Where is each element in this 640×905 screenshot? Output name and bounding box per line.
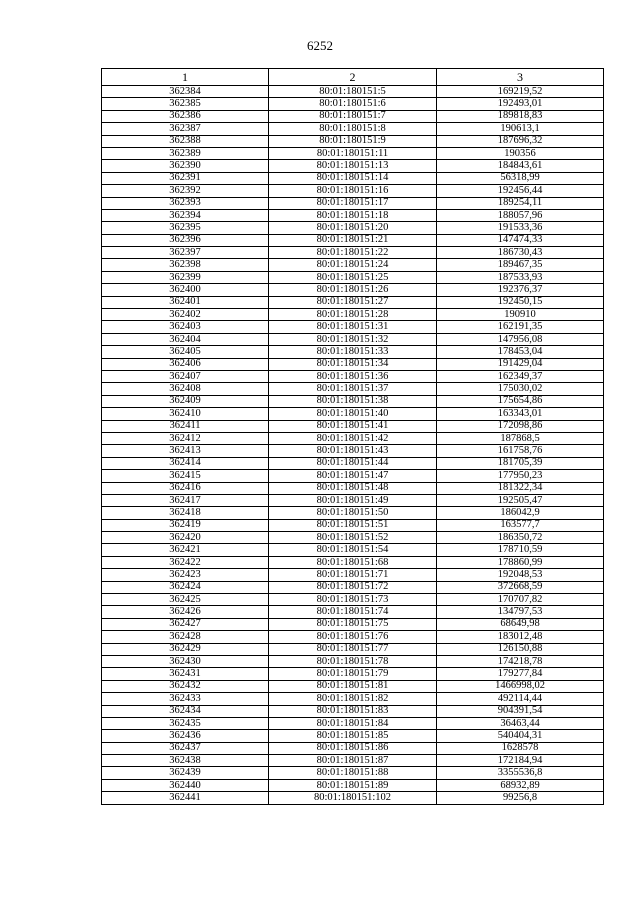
table-row — [102, 110, 604, 122]
row-number-cell: 362402 — [102, 309, 269, 321]
value-cell: 175654,86 — [437, 395, 604, 407]
row-number-cell: 362406 — [102, 358, 269, 370]
value-cell: 178710,59 — [437, 544, 604, 556]
table-row — [102, 470, 604, 482]
table-row — [102, 395, 604, 407]
value-cell: 192505,47 — [437, 494, 604, 506]
cadastral-number-cell: 80:01:180151:78 — [269, 655, 437, 667]
cadastral-number-cell: 80:01:180151:27 — [269, 296, 437, 308]
row-number-cell: 362413 — [102, 445, 269, 457]
table-row — [102, 655, 604, 667]
value-cell: 163343,01 — [437, 408, 604, 420]
table-row — [102, 185, 604, 197]
row-number-cell: 362422 — [102, 556, 269, 568]
row-number-cell: 362398 — [102, 259, 269, 271]
row-number-cell: 362396 — [102, 234, 269, 246]
table-row — [102, 271, 604, 283]
cadastral-number-cell: 80:01:180151:85 — [269, 730, 437, 742]
table-row — [102, 482, 604, 494]
value-cell: 99256,8 — [437, 792, 604, 804]
value-cell: 540404,31 — [437, 730, 604, 742]
row-number-cell: 362429 — [102, 643, 269, 655]
row-number-cell: 362417 — [102, 494, 269, 506]
cadastral-number-cell: 80:01:180151:31 — [269, 321, 437, 333]
cadastral-number-cell: 80:01:180151:11 — [269, 147, 437, 159]
row-number-cell: 362412 — [102, 432, 269, 444]
column-header-3: 3 — [437, 69, 604, 86]
table-row — [102, 309, 604, 321]
value-cell: 178860,99 — [437, 556, 604, 568]
value-cell: 126150,88 — [437, 643, 604, 655]
table-row — [102, 234, 604, 246]
row-number-cell: 362410 — [102, 408, 269, 420]
row-number-cell: 362392 — [102, 185, 269, 197]
table-row — [102, 321, 604, 333]
cadastral-number-cell: 80:01:180151:26 — [269, 284, 437, 296]
table-row — [102, 259, 604, 271]
value-cell: 190910 — [437, 309, 604, 321]
cadastral-number-cell: 80:01:180151:24 — [269, 259, 437, 271]
table-row — [102, 618, 604, 630]
row-number-cell: 362425 — [102, 594, 269, 606]
row-number-cell: 362403 — [102, 321, 269, 333]
row-number-cell: 362430 — [102, 655, 269, 667]
value-cell: 192493,01 — [437, 98, 604, 110]
cadastral-number-cell: 80:01:180151:34 — [269, 358, 437, 370]
table-header-row — [102, 69, 604, 86]
value-cell: 177950,23 — [437, 470, 604, 482]
row-number-cell: 362418 — [102, 507, 269, 519]
value-cell: 68649,98 — [437, 618, 604, 630]
table-row — [102, 457, 604, 469]
table-row — [102, 358, 604, 370]
cadastral-number-cell: 80:01:180151:81 — [269, 680, 437, 692]
cadastral-number-cell: 80:01:180151:22 — [269, 247, 437, 259]
table-row — [102, 779, 604, 791]
table-row — [102, 606, 604, 618]
cadastral-number-cell: 80:01:180151:9 — [269, 135, 437, 147]
value-cell: 134797,53 — [437, 606, 604, 618]
row-number-cell: 362385 — [102, 98, 269, 110]
table-row — [102, 705, 604, 717]
page-number: 6252 — [307, 38, 333, 53]
table-row — [102, 420, 604, 432]
value-cell: 192456,44 — [437, 185, 604, 197]
cadastral-number-cell: 80:01:180151:14 — [269, 172, 437, 184]
cadastral-number-cell: 80:01:180151:68 — [269, 556, 437, 568]
row-number-cell: 362414 — [102, 457, 269, 469]
table-row — [102, 680, 604, 692]
row-number-cell: 362437 — [102, 742, 269, 754]
table-row — [102, 556, 604, 568]
row-number-cell: 362386 — [102, 110, 269, 122]
value-cell: 186350,72 — [437, 532, 604, 544]
table-row — [102, 730, 604, 742]
value-cell: 187696,32 — [437, 135, 604, 147]
value-cell: 192450,15 — [437, 296, 604, 308]
table-row — [102, 569, 604, 581]
cadastral-number-cell: 80:01:180151:44 — [269, 457, 437, 469]
value-cell: 172098,86 — [437, 420, 604, 432]
table-row — [102, 98, 604, 110]
table-row — [102, 581, 604, 593]
value-cell: 181322,34 — [437, 482, 604, 494]
row-number-cell: 362439 — [102, 767, 269, 779]
cadastral-number-cell: 80:01:180151:8 — [269, 123, 437, 135]
value-cell: 172184,94 — [437, 755, 604, 767]
cadastral-number-cell: 80:01:180151:75 — [269, 618, 437, 630]
cadastral-number-cell: 80:01:180151:83 — [269, 705, 437, 717]
row-number-cell: 362389 — [102, 147, 269, 159]
table-row — [102, 643, 604, 655]
row-number-cell: 362388 — [102, 135, 269, 147]
value-cell: 187868,5 — [437, 432, 604, 444]
cadastral-number-cell: 80:01:180151:82 — [269, 693, 437, 705]
table-row — [102, 494, 604, 506]
row-number-cell: 362394 — [102, 209, 269, 221]
value-cell: 184843,61 — [437, 160, 604, 172]
table-row — [102, 742, 604, 754]
cadastral-number-cell: 80:01:180151:48 — [269, 482, 437, 494]
row-number-cell: 362393 — [102, 197, 269, 209]
table-row — [102, 209, 604, 221]
value-cell: 174218,78 — [437, 655, 604, 667]
table-row — [102, 668, 604, 680]
value-cell: 189818,83 — [437, 110, 604, 122]
table-row — [102, 247, 604, 259]
column-header-1: 1 — [102, 69, 269, 86]
row-number-cell: 362419 — [102, 519, 269, 531]
table-row — [102, 767, 604, 779]
cadastral-number-cell: 80:01:180151:13 — [269, 160, 437, 172]
cadastral-number-cell: 80:01:180151:72 — [269, 581, 437, 593]
cadastral-number-cell: 80:01:180151:43 — [269, 445, 437, 457]
cadastral-number-cell: 80:01:180151:74 — [269, 606, 437, 618]
row-number-cell: 362390 — [102, 160, 269, 172]
cadastral-number-cell: 80:01:180151:87 — [269, 755, 437, 767]
cadastral-number-cell: 80:01:180151:41 — [269, 420, 437, 432]
table-row — [102, 594, 604, 606]
value-cell: 186042,9 — [437, 507, 604, 519]
cadastral-number-cell: 80:01:180151:16 — [269, 185, 437, 197]
cadastral-number-cell: 80:01:180151:6 — [269, 98, 437, 110]
cadastral-number-cell: 80:01:180151:84 — [269, 717, 437, 729]
data-table — [101, 68, 604, 805]
cadastral-number-cell: 80:01:180151:42 — [269, 432, 437, 444]
value-cell: 189254,11 — [437, 197, 604, 209]
row-number-cell: 362404 — [102, 333, 269, 345]
value-cell: 162191,35 — [437, 321, 604, 333]
table-row — [102, 519, 604, 531]
row-number-cell: 362438 — [102, 755, 269, 767]
row-number-cell: 362399 — [102, 271, 269, 283]
row-number-cell: 362440 — [102, 779, 269, 791]
cadastral-number-cell: 80:01:180151:33 — [269, 346, 437, 358]
table-row — [102, 445, 604, 457]
row-number-cell: 362424 — [102, 581, 269, 593]
cadastral-number-cell: 80:01:180151:17 — [269, 197, 437, 209]
row-number-cell: 362415 — [102, 470, 269, 482]
table-body — [102, 86, 604, 805]
table-row — [102, 532, 604, 544]
table-row — [102, 408, 604, 420]
cadastral-number-cell: 80:01:180151:77 — [269, 643, 437, 655]
cadastral-number-cell: 80:01:180151:49 — [269, 494, 437, 506]
value-cell: 56318,99 — [437, 172, 604, 184]
cadastral-number-cell: 80:01:180151:50 — [269, 507, 437, 519]
value-cell: 147956,08 — [437, 333, 604, 345]
cadastral-number-cell: 80:01:180151:54 — [269, 544, 437, 556]
table-row — [102, 172, 604, 184]
cadastral-number-cell: 80:01:180151:25 — [269, 271, 437, 283]
row-number-cell: 362411 — [102, 420, 269, 432]
value-cell: 186730,43 — [437, 247, 604, 259]
cadastral-number-cell: 80:01:180151:79 — [269, 668, 437, 680]
column-header-2: 2 — [269, 69, 437, 86]
value-cell: 175030,02 — [437, 383, 604, 395]
table-row — [102, 370, 604, 382]
value-cell: 190356 — [437, 147, 604, 159]
cadastral-number-cell: 80:01:180151:51 — [269, 519, 437, 531]
value-cell: 36463,44 — [437, 717, 604, 729]
row-number-cell: 362441 — [102, 792, 269, 804]
row-number-cell: 362397 — [102, 247, 269, 259]
row-number-cell: 362408 — [102, 383, 269, 395]
cadastral-number-cell: 80:01:180151:52 — [269, 532, 437, 544]
cadastral-number-cell: 80:01:180151:5 — [269, 86, 437, 98]
table-row — [102, 717, 604, 729]
row-number-cell: 362431 — [102, 668, 269, 680]
row-number-cell: 362395 — [102, 222, 269, 234]
table-row — [102, 86, 604, 98]
cadastral-number-cell: 80:01:180151:88 — [269, 767, 437, 779]
table-row — [102, 284, 604, 296]
cadastral-number-cell: 80:01:180151:32 — [269, 333, 437, 345]
value-cell: 162349,37 — [437, 370, 604, 382]
value-cell: 183012,48 — [437, 631, 604, 643]
value-cell: 161758,76 — [437, 445, 604, 457]
cadastral-number-cell: 80:01:180151:89 — [269, 779, 437, 791]
row-number-cell: 362432 — [102, 680, 269, 692]
row-number-cell: 362423 — [102, 569, 269, 581]
row-number-cell: 362434 — [102, 705, 269, 717]
value-cell: 147474,33 — [437, 234, 604, 246]
table-row — [102, 755, 604, 767]
value-cell: 492114,44 — [437, 693, 604, 705]
row-number-cell: 362407 — [102, 370, 269, 382]
value-cell: 179277,84 — [437, 668, 604, 680]
cadastral-number-cell: 80:01:180151:76 — [269, 631, 437, 643]
table-row — [102, 135, 604, 147]
value-cell: 191429,04 — [437, 358, 604, 370]
cadastral-number-cell: 80:01:180151:71 — [269, 569, 437, 581]
cadastral-number-cell: 80:01:180151:86 — [269, 742, 437, 754]
row-number-cell: 362400 — [102, 284, 269, 296]
value-cell: 190613,1 — [437, 123, 604, 135]
value-cell: 372668,59 — [437, 581, 604, 593]
value-cell: 191533,36 — [437, 222, 604, 234]
cadastral-number-cell: 80:01:180151:102 — [269, 792, 437, 804]
value-cell: 3355536,8 — [437, 767, 604, 779]
value-cell: 178453,04 — [437, 346, 604, 358]
table-row — [102, 693, 604, 705]
table-row — [102, 792, 604, 804]
row-number-cell: 362420 — [102, 532, 269, 544]
row-number-cell: 362436 — [102, 730, 269, 742]
value-cell: 1466998,02 — [437, 680, 604, 692]
table-row — [102, 147, 604, 159]
row-number-cell: 362433 — [102, 693, 269, 705]
value-cell: 192376,37 — [437, 284, 604, 296]
row-number-cell: 362426 — [102, 606, 269, 618]
table-row — [102, 383, 604, 395]
value-cell: 904391,54 — [437, 705, 604, 717]
table-row — [102, 197, 604, 209]
row-number-cell: 362387 — [102, 123, 269, 135]
value-cell: 1628578 — [437, 742, 604, 754]
table-row — [102, 222, 604, 234]
row-number-cell: 362384 — [102, 86, 269, 98]
value-cell: 187533,93 — [437, 271, 604, 283]
row-number-cell: 362405 — [102, 346, 269, 358]
cadastral-number-cell: 80:01:180151:73 — [269, 594, 437, 606]
value-cell: 163577,7 — [437, 519, 604, 531]
row-number-cell: 362427 — [102, 618, 269, 630]
table-row — [102, 507, 604, 519]
table-row — [102, 631, 604, 643]
table-row — [102, 333, 604, 345]
row-number-cell: 362435 — [102, 717, 269, 729]
cadastral-number-cell: 80:01:180151:21 — [269, 234, 437, 246]
table-row — [102, 296, 604, 308]
cadastral-number-cell: 80:01:180151:7 — [269, 110, 437, 122]
cadastral-number-cell: 80:01:180151:47 — [269, 470, 437, 482]
table-row — [102, 346, 604, 358]
value-cell: 181705,39 — [437, 457, 604, 469]
table-row — [102, 432, 604, 444]
value-cell: 192048,53 — [437, 569, 604, 581]
row-number-cell: 362421 — [102, 544, 269, 556]
row-number-cell: 362391 — [102, 172, 269, 184]
cadastral-number-cell: 80:01:180151:28 — [269, 309, 437, 321]
cadastral-number-cell: 80:01:180151:20 — [269, 222, 437, 234]
row-number-cell: 362401 — [102, 296, 269, 308]
value-cell: 188057,96 — [437, 209, 604, 221]
cadastral-number-cell: 80:01:180151:37 — [269, 383, 437, 395]
row-number-cell: 362428 — [102, 631, 269, 643]
row-number-cell: 362416 — [102, 482, 269, 494]
value-cell: 170707,82 — [437, 594, 604, 606]
value-cell: 68932,89 — [437, 779, 604, 791]
row-number-cell: 362409 — [102, 395, 269, 407]
table-row — [102, 544, 604, 556]
table-row — [102, 123, 604, 135]
cadastral-number-cell: 80:01:180151:18 — [269, 209, 437, 221]
value-cell: 169219,52 — [437, 86, 604, 98]
table-row — [102, 160, 604, 172]
cadastral-number-cell: 80:01:180151:36 — [269, 370, 437, 382]
cadastral-number-cell: 80:01:180151:38 — [269, 395, 437, 407]
value-cell: 189467,35 — [437, 259, 604, 271]
cadastral-number-cell: 80:01:180151:40 — [269, 408, 437, 420]
